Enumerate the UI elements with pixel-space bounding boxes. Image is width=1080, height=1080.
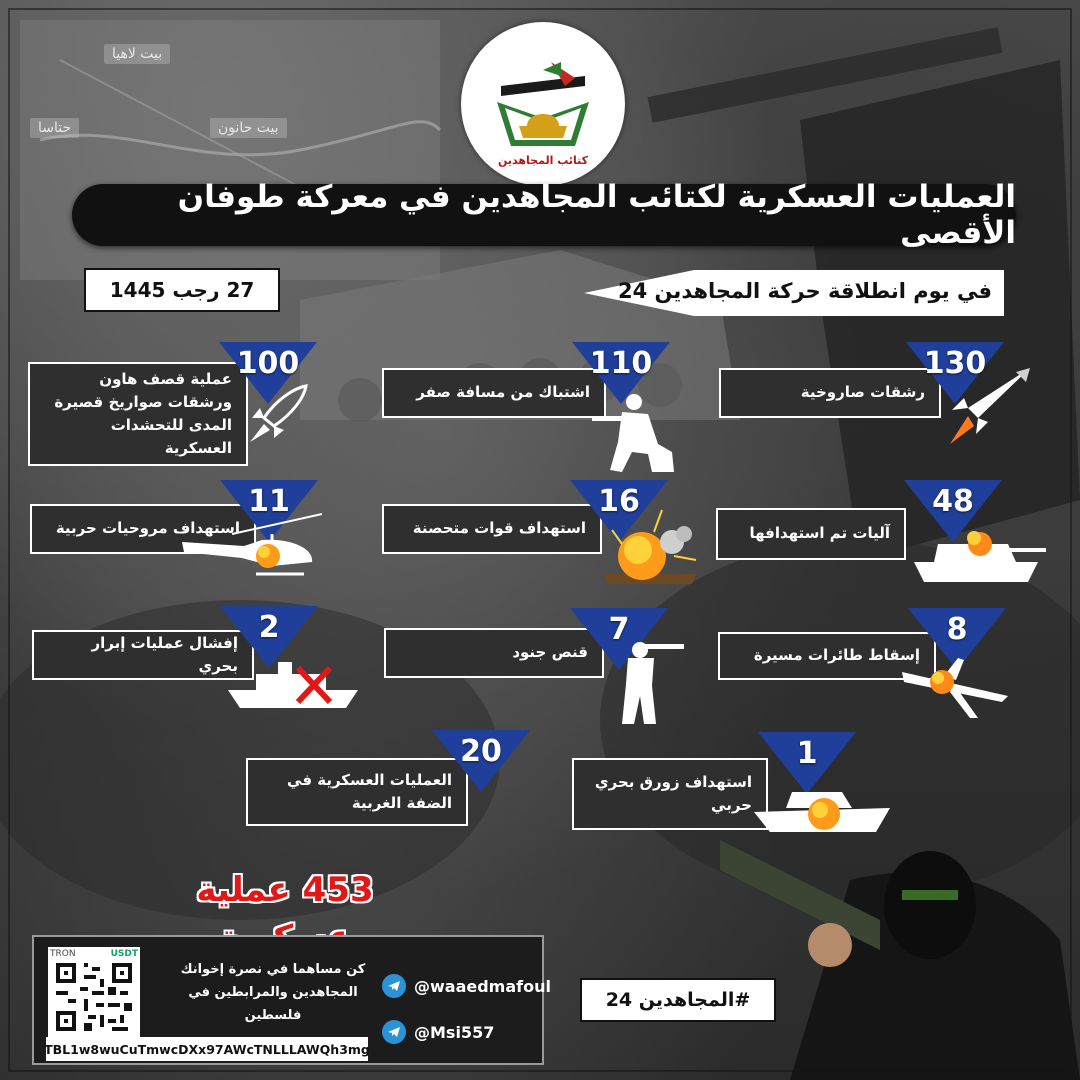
ship-crossed-icon xyxy=(226,654,362,714)
stat-value: 7 xyxy=(608,612,630,647)
missile-icon xyxy=(938,360,1038,460)
tank-icon xyxy=(908,522,1048,586)
stat-label: آليات تم استهدافها xyxy=(749,524,890,543)
stat-label: اشتباك من مسافة صفر xyxy=(416,383,590,402)
title-banner xyxy=(72,179,1016,251)
stat-label: العمليات العسكرية في الضفة الغربية xyxy=(287,770,452,812)
stat-value: 1 xyxy=(796,736,818,771)
network-label: TRON xyxy=(50,949,76,959)
donation-panel xyxy=(32,935,551,1065)
soldier-kneeling-icon xyxy=(592,392,682,474)
dome-of-rock-icon xyxy=(491,56,595,148)
brigade-logo xyxy=(461,22,625,186)
stat-value: 16 xyxy=(598,484,640,519)
stat-card-mortars xyxy=(28,362,248,466)
stat-value: 110 xyxy=(589,346,653,381)
currency-label: USDT xyxy=(110,949,138,959)
map-label: بيت حانون xyxy=(210,118,287,138)
stat-label: إسقاط طائرات مسيرة xyxy=(753,646,920,665)
wallet-address[interactable]: TBL1w8wuCuTmwcDXx97AWcTNLLLAWQh3mg xyxy=(46,1037,368,1061)
logo-name: كتائب المجاهدين xyxy=(498,154,588,167)
donation-text: كن مساهما في نصرة إخوانك المجاهدين والمرابطين في فلسطين xyxy=(180,962,366,1023)
map-label: بيت لاهيا xyxy=(104,44,170,64)
stat-label: استهداف مروحيات حربية xyxy=(55,519,240,538)
telegram-icon xyxy=(382,974,406,998)
stat-card-fortified xyxy=(382,504,602,554)
stat-label: إفشال عمليات إبرار بحري xyxy=(91,633,238,675)
sniper-icon xyxy=(610,636,684,726)
stat-value: 100 xyxy=(236,346,300,381)
stat-card-vehicles xyxy=(716,508,906,560)
subtitle-banner xyxy=(584,270,1004,316)
social-link-waaedmafoul[interactable] xyxy=(382,971,551,1001)
drone-icon xyxy=(898,656,1018,720)
stat-value: 2 xyxy=(258,610,280,645)
rocket-icon xyxy=(244,384,310,446)
stat-label: عملية قصف هاون ورشقات صواريخ قصيرة المدى للتحشدات العسكرية xyxy=(54,369,232,458)
social-handle: @waaedmafoul xyxy=(414,976,551,996)
stat-value: 8 xyxy=(946,612,968,647)
stat-label: قنص جنود xyxy=(512,643,588,662)
stat-value: 48 xyxy=(932,484,974,519)
helicopter-icon xyxy=(172,512,324,578)
total-operations: 453 عملية xyxy=(196,870,374,910)
stat-value: 20 xyxy=(460,734,502,769)
map-label: حتاسا xyxy=(30,118,79,138)
hashtag-label: #المجاهدين 24 xyxy=(580,978,776,1022)
telegram-icon xyxy=(382,1020,406,1044)
stat-label: استهداف زورق بحري حربي xyxy=(594,772,752,814)
subtitle-text: في يوم انطلاقة حركة المجاهدين 24 xyxy=(617,279,992,303)
social-handle: @Msi557 xyxy=(414,1022,495,1042)
date-label: 27 رجب 1445 xyxy=(84,268,280,312)
stat-value: 130 xyxy=(923,346,987,381)
explosion-icon xyxy=(592,500,710,584)
page-title: العمليات العسكرية لكتائب المجاهدين في معركة طوفان الأقصى xyxy=(177,179,1016,251)
boat-icon xyxy=(752,768,892,840)
stat-card-gunboat xyxy=(572,758,768,830)
currency-row xyxy=(50,949,138,963)
stat-label: رشقات صاروخية xyxy=(800,383,925,402)
stat-label: استهداف قوات متحصنة xyxy=(412,519,586,538)
stat-value: 11 xyxy=(248,484,290,519)
stat-badge xyxy=(432,730,530,792)
social-link-msi557[interactable] xyxy=(382,1017,494,1047)
